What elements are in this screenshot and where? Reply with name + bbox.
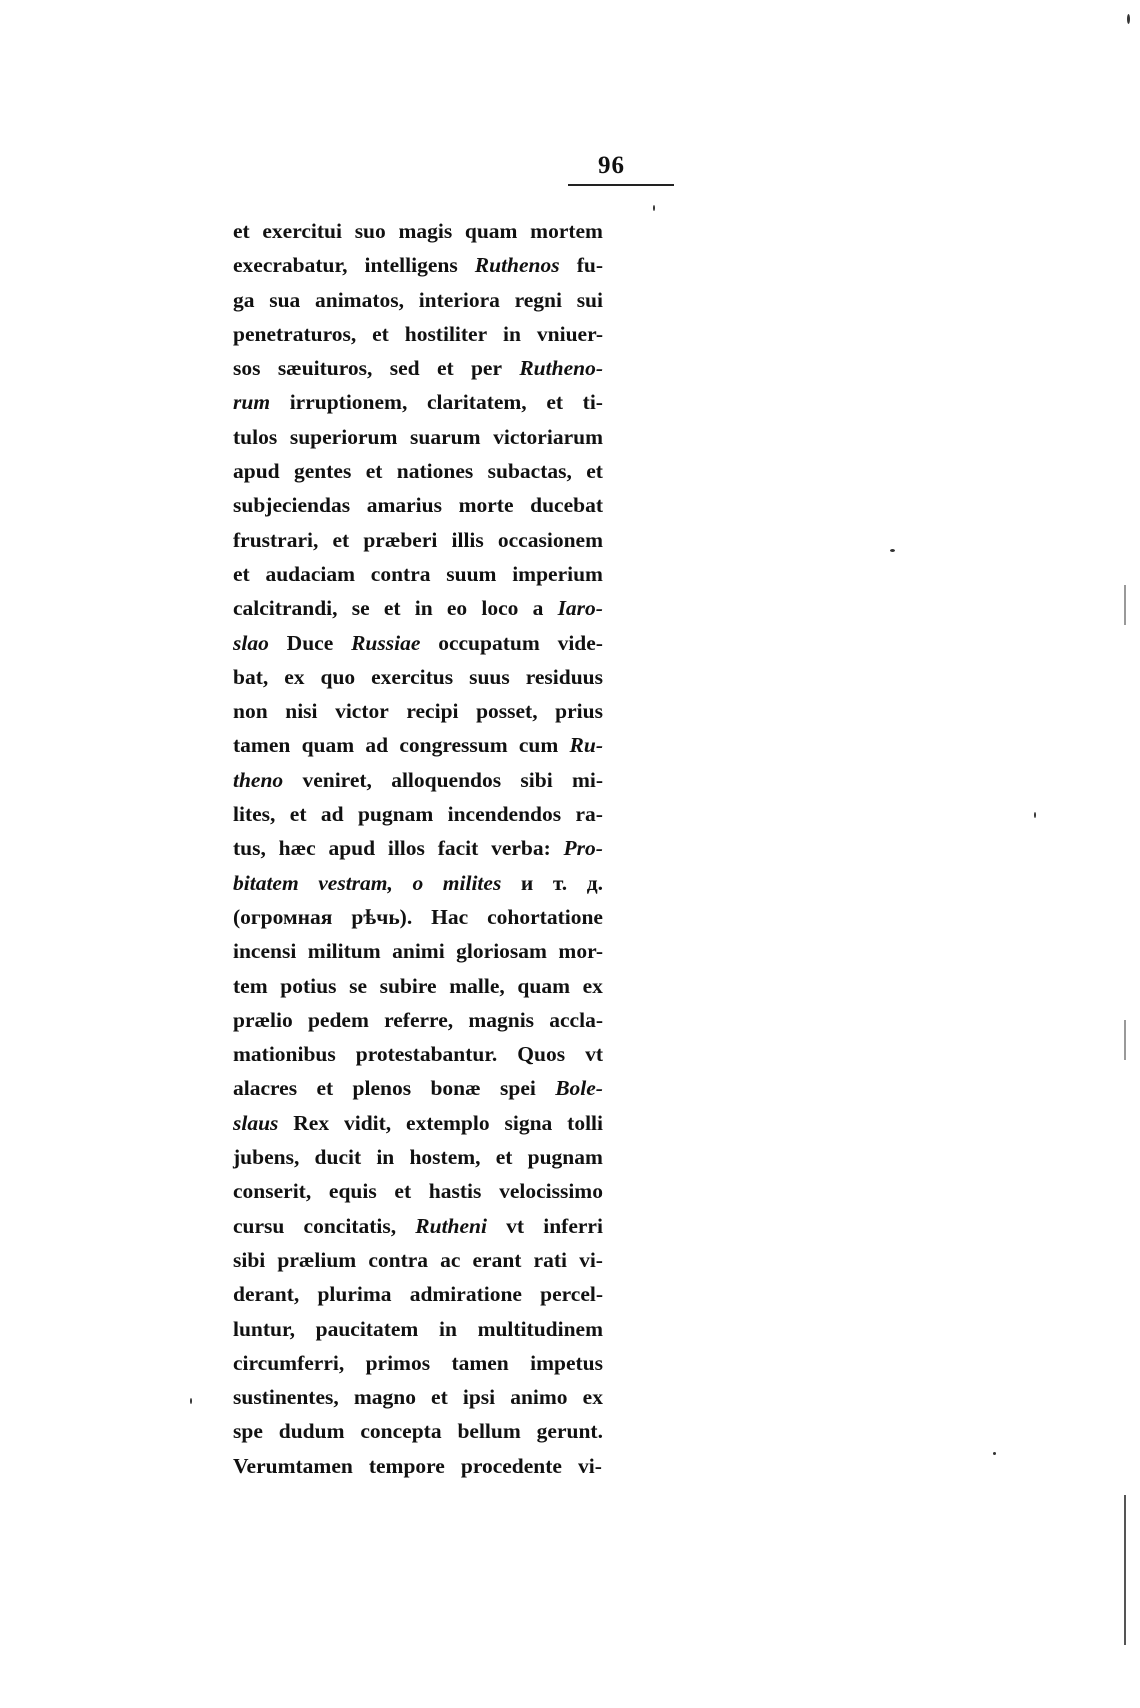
word: pedem xyxy=(307,1007,369,1032)
word: primos xyxy=(365,1350,431,1375)
word: illis xyxy=(451,527,484,552)
scan-speck xyxy=(890,549,895,552)
word: sed xyxy=(389,356,420,381)
italic-word: Pro- xyxy=(563,836,603,861)
word: superiorum xyxy=(289,424,398,449)
word: apud xyxy=(233,459,280,484)
word: vide- xyxy=(557,630,603,655)
word: bonæ xyxy=(430,1076,481,1101)
word: ex xyxy=(284,664,305,689)
word: bat, xyxy=(233,664,269,689)
word: ad xyxy=(365,733,389,758)
word: militum xyxy=(307,939,381,964)
word: frustrari, xyxy=(233,527,319,552)
word: pugnam xyxy=(357,802,434,827)
scan-speck xyxy=(190,1398,192,1404)
italic-word: Russiae xyxy=(351,630,421,655)
word: spei xyxy=(500,1076,536,1101)
word: Verumtamen xyxy=(233,1453,353,1478)
italic-word: Rutheni xyxy=(415,1213,487,1238)
text-line xyxy=(233,934,603,968)
word: circumferri, xyxy=(233,1350,345,1375)
word: ad xyxy=(320,802,344,827)
word: prælium xyxy=(277,1247,357,1272)
italic-word: Iaro- xyxy=(557,596,603,621)
word: ra- xyxy=(575,802,603,827)
word: sui xyxy=(576,287,603,312)
word: alloquendos xyxy=(391,767,502,792)
word: illos xyxy=(387,836,425,861)
word: a xyxy=(532,596,544,621)
word: vi- xyxy=(577,1453,602,1478)
word: hostiliter xyxy=(404,321,488,346)
word: pugnam xyxy=(527,1145,603,1170)
word: tolli xyxy=(567,1110,603,1135)
word: contra xyxy=(368,1247,429,1272)
word: tempore xyxy=(368,1453,445,1478)
text-line xyxy=(233,317,603,351)
word: hæc xyxy=(278,836,316,861)
word: bellum xyxy=(457,1419,521,1444)
word: verba: xyxy=(491,836,551,861)
word: vt xyxy=(506,1213,525,1238)
word: eo xyxy=(446,596,468,621)
word: incendendos xyxy=(447,802,562,827)
word: se xyxy=(351,596,370,621)
word: quo xyxy=(320,664,356,689)
text-line xyxy=(233,454,603,488)
word: suus xyxy=(469,664,510,689)
word: et xyxy=(383,596,401,621)
text-line xyxy=(233,900,603,934)
word: jubens, xyxy=(233,1145,300,1170)
text-line xyxy=(233,420,603,454)
italic-word: slao xyxy=(233,630,269,655)
text-line xyxy=(233,694,603,728)
word: vniuer- xyxy=(536,321,603,346)
word: animatos, xyxy=(314,287,404,312)
text-line xyxy=(233,214,603,248)
word: et xyxy=(233,561,250,586)
word: contra xyxy=(370,561,431,586)
word: interiora xyxy=(418,287,500,312)
word: tus, xyxy=(233,836,266,861)
text-line xyxy=(233,831,603,865)
word: et xyxy=(394,1179,412,1204)
word: sustinentes, xyxy=(233,1385,339,1410)
word: et xyxy=(372,321,389,346)
word: et xyxy=(332,527,350,552)
text-line xyxy=(233,1449,603,1483)
text-line xyxy=(233,1037,603,1071)
word: ga xyxy=(233,287,255,312)
text-line xyxy=(233,1071,603,1105)
word: se xyxy=(349,973,367,998)
word: paucitatem xyxy=(315,1316,419,1341)
word: velocissimo xyxy=(499,1179,603,1204)
word: facit xyxy=(437,836,479,861)
text-line xyxy=(233,763,603,797)
word: prælio xyxy=(233,1007,293,1032)
word: ex xyxy=(582,973,603,998)
text-line xyxy=(233,523,603,557)
italic-word: rum xyxy=(233,390,271,415)
text-line xyxy=(233,1414,603,1448)
word: suum xyxy=(446,561,497,586)
text-line xyxy=(233,728,603,762)
word: vidit, xyxy=(343,1110,392,1135)
word: exercitus xyxy=(371,664,454,689)
word: loco xyxy=(481,596,519,621)
word: т. xyxy=(552,870,568,895)
text-line xyxy=(233,1209,603,1243)
word: claritatem, xyxy=(427,390,527,415)
word: victor xyxy=(335,699,389,724)
text-line xyxy=(233,1140,603,1174)
word: vt xyxy=(585,1042,603,1067)
word: inferri xyxy=(543,1213,603,1238)
word: impetus xyxy=(530,1350,603,1375)
text-line xyxy=(233,1003,603,1037)
page-number: 96 xyxy=(598,152,625,179)
word: calcitrandi, xyxy=(233,596,338,621)
text-line xyxy=(233,591,603,625)
word: et xyxy=(431,1385,448,1410)
word: quam xyxy=(464,219,518,243)
word: suarum xyxy=(410,424,481,449)
word: magno xyxy=(353,1385,416,1410)
word: (огромная xyxy=(233,904,333,929)
word: derant, xyxy=(233,1282,300,1307)
word: tem xyxy=(233,973,268,998)
word: occasionem xyxy=(497,527,603,552)
word: occupatum xyxy=(438,630,540,655)
word: in xyxy=(438,1316,457,1341)
word: tamen xyxy=(451,1350,509,1375)
page-edge-line xyxy=(1124,1495,1126,1645)
italic-word: slaus xyxy=(233,1110,279,1135)
word: Quos xyxy=(517,1042,566,1067)
word: erant xyxy=(472,1247,522,1272)
word: signa xyxy=(504,1110,553,1135)
word: spe xyxy=(233,1419,263,1444)
word: ti- xyxy=(582,390,603,415)
word: et xyxy=(495,1145,513,1170)
text-line xyxy=(233,969,603,1003)
text-line xyxy=(233,866,603,900)
word: execrabatur, xyxy=(233,253,348,278)
word: tamen xyxy=(233,733,291,758)
word: Hac xyxy=(431,904,469,929)
word: mortem xyxy=(530,219,603,243)
scan-speck xyxy=(1034,812,1036,818)
text-line xyxy=(233,385,603,419)
word: conserit, xyxy=(233,1179,312,1204)
word: et xyxy=(546,390,564,415)
word: dudum xyxy=(278,1419,345,1444)
text-line xyxy=(233,1346,603,1380)
text-line xyxy=(233,1106,603,1140)
word: et xyxy=(316,1076,334,1101)
word: sua xyxy=(269,287,301,312)
word: cursu xyxy=(233,1213,285,1238)
word: regni xyxy=(514,287,562,312)
text-line xyxy=(233,488,603,522)
word: percel- xyxy=(540,1282,603,1307)
word: lites, xyxy=(233,802,276,827)
word: ac xyxy=(440,1247,461,1272)
word: nisi xyxy=(285,699,318,724)
word: equis xyxy=(328,1179,377,1204)
word: sæuituros, xyxy=(277,356,373,381)
scan-speck xyxy=(1127,14,1130,24)
word: rati xyxy=(533,1247,567,1272)
text-line xyxy=(233,351,603,385)
word: referre, xyxy=(384,1007,454,1032)
word: malle, xyxy=(449,973,505,998)
word: incensi xyxy=(233,939,297,964)
word: veniret, xyxy=(302,767,372,792)
word: и xyxy=(520,870,534,895)
italic-word: bitatem xyxy=(233,870,299,895)
word: hastis xyxy=(428,1179,482,1204)
word: et xyxy=(289,802,307,827)
word: prius xyxy=(555,699,603,724)
scan-speck xyxy=(993,1452,996,1455)
word: tulos xyxy=(233,424,278,449)
word: audaciam xyxy=(265,561,356,586)
word: sibi xyxy=(520,767,553,792)
word: suo xyxy=(354,219,386,243)
word: cum xyxy=(518,733,559,758)
word: animi xyxy=(392,939,445,964)
word: plurima xyxy=(317,1282,392,1307)
word: subjeciendas xyxy=(233,493,351,518)
text-line xyxy=(233,1174,603,1208)
word: multitudinem xyxy=(477,1316,603,1341)
word: concitatis, xyxy=(303,1213,397,1238)
page-edge-line xyxy=(1124,1020,1126,1060)
word: posset, xyxy=(476,699,538,724)
body-text xyxy=(233,214,603,1483)
word: imperium xyxy=(512,561,603,586)
word: nationes xyxy=(396,459,474,484)
word: per xyxy=(470,356,503,381)
word: intelligens xyxy=(364,253,458,278)
word: ducebat xyxy=(530,493,603,518)
word: cohortatione xyxy=(487,904,603,929)
italic-word: Ru- xyxy=(569,733,603,758)
text-line xyxy=(233,660,603,694)
word: in xyxy=(414,596,433,621)
word: hostem, xyxy=(409,1145,481,1170)
word: et xyxy=(586,459,603,484)
scan-speck xyxy=(653,205,655,211)
word: animo xyxy=(510,1385,568,1410)
word: sos xyxy=(233,356,261,381)
text-line xyxy=(233,283,603,317)
word: fu- xyxy=(576,253,603,278)
text-line xyxy=(233,1380,603,1414)
word: et xyxy=(365,459,383,484)
word: gloriosam xyxy=(456,939,547,964)
word: accla- xyxy=(549,1007,603,1032)
text-line xyxy=(233,1277,603,1311)
word: alacres xyxy=(233,1076,298,1101)
word: subire xyxy=(379,973,437,998)
word: protestabantur. xyxy=(355,1042,498,1067)
word: procedente xyxy=(460,1453,562,1478)
word: victoriarum xyxy=(493,424,603,449)
word: apud xyxy=(328,836,376,861)
word: morte xyxy=(458,493,514,518)
word: gerunt. xyxy=(536,1419,603,1444)
word: et xyxy=(436,356,454,381)
word: congressum xyxy=(399,733,508,758)
word: quam xyxy=(301,733,355,758)
word: ex xyxy=(582,1385,603,1410)
word: concepta xyxy=(360,1419,442,1444)
italic-word: Bole- xyxy=(555,1076,603,1101)
word: plenos xyxy=(352,1076,412,1101)
word: irruptionem, xyxy=(289,390,408,415)
text-line xyxy=(233,557,603,591)
word: ipsi xyxy=(462,1385,496,1410)
italic-word: Rutheno- xyxy=(519,356,603,381)
word: extemplo xyxy=(406,1110,490,1135)
word: recipi xyxy=(406,699,459,724)
word: mationibus xyxy=(233,1042,336,1067)
page-edge-line xyxy=(1124,585,1126,625)
word: amarius xyxy=(366,493,442,518)
word: д. xyxy=(586,870,603,895)
word: рѣчь). xyxy=(351,904,413,929)
italic-word: theno xyxy=(233,767,284,792)
word: vi- xyxy=(579,1247,603,1272)
italic-word: o xyxy=(412,870,424,895)
word: in xyxy=(376,1145,395,1170)
word: magnis xyxy=(468,1007,535,1032)
word: penetraturos, xyxy=(233,321,357,346)
word: mi- xyxy=(571,767,603,792)
text-line xyxy=(233,626,603,660)
word: potius xyxy=(280,973,337,998)
word: residuus xyxy=(525,664,603,689)
word: magis xyxy=(398,219,453,243)
word: Rex xyxy=(293,1110,330,1135)
italic-word: Ruthenos xyxy=(474,253,560,278)
italic-word: vestram, xyxy=(318,870,393,895)
word: in xyxy=(503,321,521,346)
word: ducit xyxy=(314,1145,362,1170)
text-line xyxy=(233,1312,603,1346)
word: subactas, xyxy=(487,459,572,484)
word: quam xyxy=(517,973,570,998)
word: gentes xyxy=(294,459,352,484)
text-line xyxy=(233,797,603,831)
text-line xyxy=(233,248,603,282)
header-rule xyxy=(568,184,674,186)
word: exercitui xyxy=(262,219,342,243)
word: et xyxy=(233,219,250,243)
italic-word: milites xyxy=(442,870,502,895)
text-line xyxy=(233,1243,603,1277)
word: luntur, xyxy=(233,1316,295,1341)
word: Duce xyxy=(286,630,334,655)
word: non xyxy=(233,699,268,724)
word: mor- xyxy=(558,939,603,964)
word: sibi xyxy=(233,1247,266,1272)
word: admiratione xyxy=(409,1282,522,1307)
word: præberi xyxy=(363,527,438,552)
